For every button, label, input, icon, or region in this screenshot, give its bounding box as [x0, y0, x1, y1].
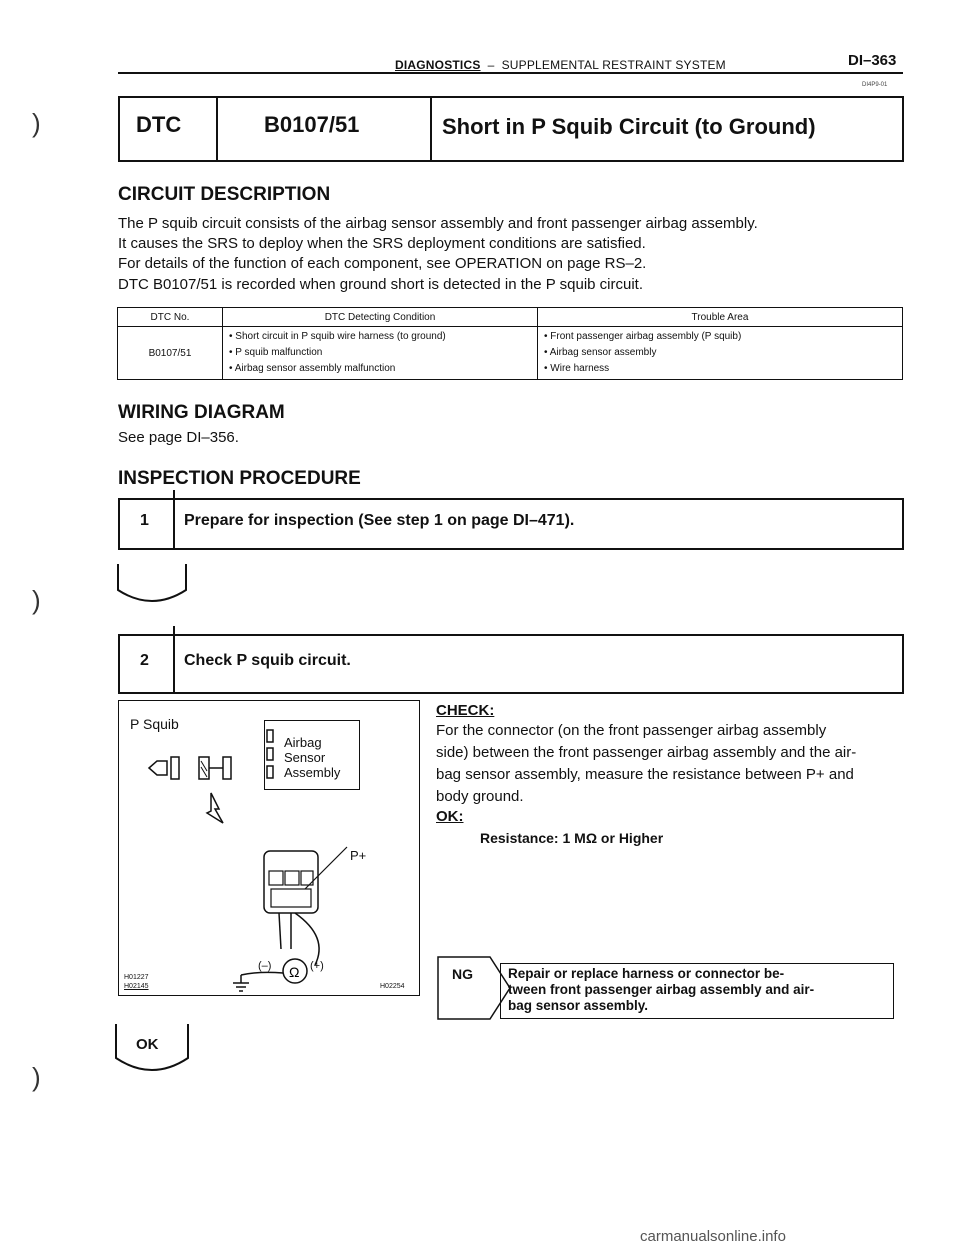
margin-mark-2: )	[32, 585, 41, 615]
ohm-symbol: Ω	[289, 964, 300, 980]
table-header-trouble-area: Trouble Area	[538, 308, 903, 327]
circuit-line-3: For details of the function of each component, see OPERATION on page RS–2.	[118, 255, 647, 272]
circuit-line-2: It causes the SRS to deploy when the SRS deployment conditions are satisfied.	[118, 235, 646, 252]
ng-line-2: tween front passenger airbag assembly and air-	[508, 982, 815, 997]
figure-code-2: H02145	[124, 983, 149, 990]
header-rule	[118, 72, 903, 74]
check-label: CHECK:	[436, 702, 495, 719]
header-subsection: SUPPLEMENTAL RESTRAINT SYSTEM	[501, 58, 726, 72]
figure-pplus-label: P+	[350, 848, 367, 863]
resistance-spec: Resistance: 1 MΩ or Higher	[480, 830, 664, 846]
table-cell-dtc-no: B0107/51	[118, 327, 223, 380]
table-cell-areas	[538, 327, 903, 380]
watermark: carmanualsonline.info	[640, 1228, 786, 1245]
step-2-number: 2	[140, 652, 149, 669]
table-header-condition: DTC Detecting Condition	[223, 308, 538, 327]
header-section-title: DIAGNOSTICS	[395, 58, 481, 72]
circuit-line-4: DTC B0107/51 is recorded when ground short is detected in the P squib circuit.	[118, 276, 644, 293]
condition-item: • Airbag sensor assembly malfunction	[229, 363, 396, 374]
dtc-box-divider-2	[430, 96, 432, 160]
squib-diagram-drawing	[119, 701, 419, 995]
table-cell-conditions	[223, 327, 538, 380]
area-item: • Wire harness	[544, 363, 610, 374]
ok-connector-label: OK	[136, 1036, 159, 1053]
step-2-text: Check P squib circuit.	[184, 652, 351, 669]
check-line-4: body ground.	[436, 788, 524, 805]
figure-sensor-line-3: Assembly	[284, 765, 341, 780]
figure-sensor-line-1: Airbag	[284, 735, 322, 750]
area-item: • Front passenger airbag assembly (P squib)	[544, 331, 742, 342]
figure-plus-label: (+)	[310, 960, 324, 972]
wiring-text: See page DI–356.	[118, 429, 239, 446]
figure-code-3: H02254	[380, 983, 405, 990]
margin-mark-3: )	[32, 1062, 41, 1092]
dtc-box-divider-1	[216, 96, 218, 160]
dtc-label: DTC	[136, 112, 182, 137]
step-1-number: 1	[140, 512, 149, 529]
table-row	[118, 327, 903, 380]
dtc-title: Short in P Squib Circuit (to Ground)	[442, 114, 816, 139]
check-line-1: For the connector (on the front passenger airbag assembly	[436, 722, 827, 739]
inspection-heading: INSPECTION PROCEDURE	[118, 468, 361, 489]
step-1-divider	[173, 490, 175, 550]
figure-squib-label: P Squib	[130, 716, 179, 732]
circuit-line-1: The P squib circuit consists of the airbag sensor assembly and front passenger airbag assembly.	[118, 215, 758, 232]
table-header-dtc-no: DTC No.	[118, 308, 223, 327]
header-section	[395, 58, 726, 72]
dtc-table	[117, 307, 903, 380]
figure-minus-label: (–)	[258, 960, 272, 972]
margin-mark-1: )	[32, 108, 41, 138]
ng-line-1: Repair or replace harness or connector be-	[508, 966, 785, 981]
step-connector-chevron	[112, 562, 192, 612]
dtc-code: B0107/51	[264, 112, 360, 137]
figure-sensor-line-2: Sensor	[284, 750, 326, 765]
figure-code-1: H01227	[124, 974, 149, 981]
ng-line-3: bag sensor assembly.	[508, 998, 649, 1013]
page-number: DI–363	[848, 52, 897, 69]
check-line-2: side) between the front passenger airbag assembly and the air-	[436, 744, 857, 761]
step-2-divider	[173, 626, 175, 694]
condition-item: • P squib malfunction	[229, 347, 323, 358]
check-line-3: bag sensor assembly, measure the resistance between P+ and	[436, 766, 854, 783]
area-item: • Airbag sensor assembly	[544, 347, 657, 358]
step-1-text: Prepare for inspection (See step 1 on page DI–471).	[184, 512, 575, 529]
header-code: DI4P9-01	[862, 82, 888, 88]
condition-item: • Short circuit in P squib wire harness (to ground)	[229, 331, 446, 342]
wiring-heading: WIRING DIAGRAM	[118, 402, 285, 423]
dtc-table-header-row	[118, 308, 903, 327]
header-separator: –	[487, 58, 495, 72]
ok-label: OK:	[436, 808, 464, 825]
circuit-heading: CIRCUIT DESCRIPTION	[118, 184, 331, 205]
ng-label: NG	[452, 966, 473, 982]
